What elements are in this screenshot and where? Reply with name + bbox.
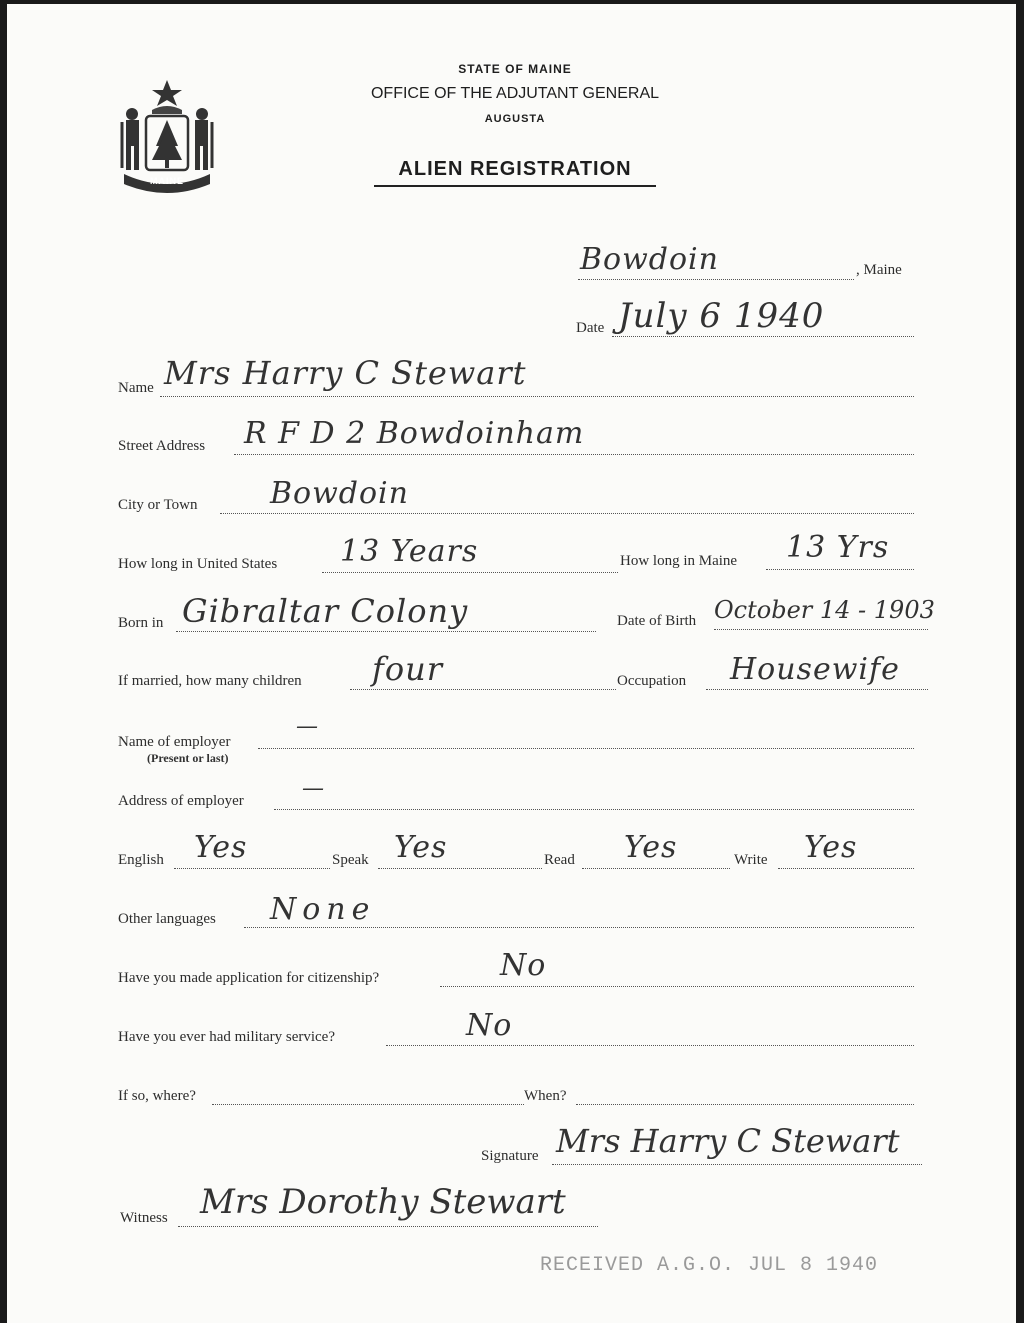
occupation-value: Housewife (730, 652, 900, 687)
employer-sublabel: (Present or last) (147, 751, 229, 765)
speak-value: Yes (394, 830, 448, 865)
citizenship-value: No (500, 948, 547, 983)
us-label: How long in United States (118, 556, 278, 572)
military-label: Have you ever had military service? (118, 1029, 335, 1045)
witness-label: Witness (120, 1210, 168, 1226)
maine-state-seal-icon (112, 76, 222, 196)
read-label: Read (544, 852, 575, 868)
employer-label: Name of employer (118, 734, 231, 750)
header-city: AUGUSTA (484, 113, 546, 125)
seal-text: MAINE (150, 176, 184, 186)
scan-border-left (0, 0, 7, 1323)
date-label: Date (576, 320, 605, 336)
dob-value: October 14 - 1903 (714, 596, 935, 624)
citizenship-label: Have you made application for citizenship? (118, 970, 380, 986)
street-value: R F D 2 Bowdoinham (244, 416, 585, 451)
employer-value: — (296, 714, 319, 739)
city-value: Bowdoin (270, 476, 409, 511)
write-label: Write (734, 852, 768, 868)
received-stamp: RECEIVED A.G.O. JUL 8 1940 (540, 1254, 879, 1277)
write-value: Yes (804, 830, 858, 865)
read-value: Yes (624, 830, 678, 865)
name-value: Mrs Harry C Stewart (164, 354, 527, 392)
scan-border-right (1016, 0, 1024, 1323)
born-label: Born in (118, 615, 164, 631)
children-label: If married, how many children (118, 673, 302, 689)
military-value: No (466, 1008, 513, 1043)
header-state: STATE OF MAINE (458, 62, 572, 76)
date-value: July 6 1940 (618, 296, 825, 336)
maine-label: How long in Maine (620, 553, 738, 569)
witness-value: Mrs Dorothy Stewart (200, 1182, 566, 1222)
other-languages-label: Other languages (118, 911, 216, 927)
other-languages-value: None (270, 892, 376, 927)
children-value: four (372, 650, 444, 688)
us-value: 13 Years (340, 534, 479, 569)
city-label: City or Town (118, 497, 198, 513)
occupation-label: Occupation (617, 673, 687, 689)
english-label: English (118, 852, 164, 868)
town-value: Bowdoin (580, 242, 719, 277)
header-office: OFFICE OF THE ADJUTANT GENERAL (370, 85, 660, 102)
signature-value: Mrs Harry C Stewart (556, 1122, 900, 1160)
form-title-underline (374, 185, 656, 187)
where-label: If so, where? (118, 1088, 196, 1104)
street-label: Street Address (118, 438, 206, 454)
employer-address-value: — (302, 776, 325, 801)
employer-address-label: Address of employer (118, 793, 244, 809)
form-title: ALIEN REGISTRATION (398, 158, 632, 180)
name-label: Name (118, 380, 154, 396)
english-value: Yes (194, 830, 248, 865)
speak-label: Speak (332, 852, 369, 868)
town-label: , Maine (856, 262, 902, 278)
maine-value: 13 Yrs (786, 530, 890, 565)
signature-label: Signature (481, 1148, 539, 1164)
scan-border-top (0, 0, 1024, 4)
when-label: When? (524, 1088, 567, 1104)
dob-label: Date of Birth (617, 613, 697, 629)
born-value: Gibraltar Colony (182, 592, 469, 630)
